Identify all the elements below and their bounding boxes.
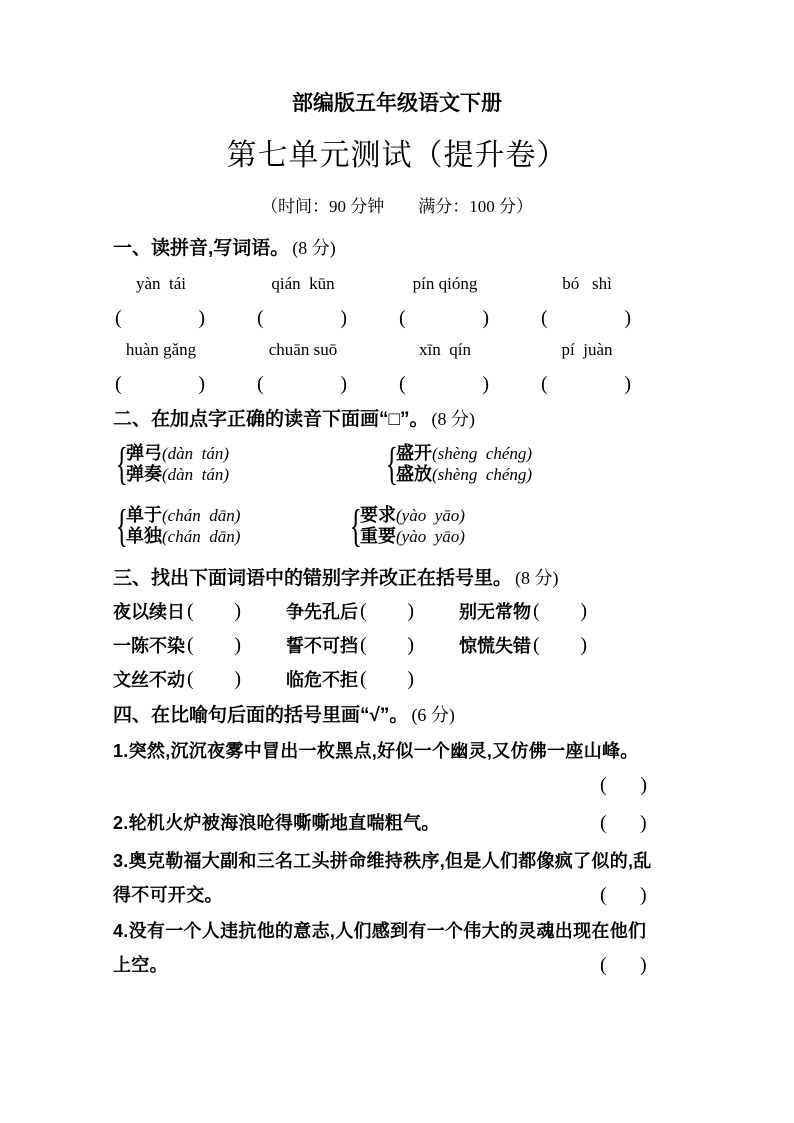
- paren-open: (: [541, 373, 548, 395]
- paren-close: ): [482, 373, 489, 395]
- answer-blank: [541, 372, 631, 396]
- section-three-heading: [113, 567, 681, 590]
- word-correction-row: [113, 600, 681, 622]
- answer-blank: [187, 668, 241, 690]
- pronunciation-pair-row-2: [113, 500, 681, 551]
- sentence-item-3: [113, 849, 681, 873]
- pinyin-cell: [255, 274, 397, 294]
- answer-blank: [187, 600, 241, 622]
- pinyin-text: bó shì: [562, 274, 612, 293]
- pronunciation-line: [126, 464, 229, 485]
- word: 一陈不染: [113, 636, 185, 656]
- word-correction-item: [113, 598, 286, 624]
- word-correction-row: [113, 668, 681, 690]
- sentence-text: 得不可开交。: [113, 885, 223, 905]
- answer-blank: [600, 811, 647, 835]
- pronunciation-line: [126, 505, 240, 526]
- pronunciation-group: [113, 438, 383, 489]
- word-correction-item: [459, 632, 632, 658]
- word-correction-item: [113, 632, 286, 658]
- pinyin-cell: [539, 340, 681, 360]
- pronunciation-group-lines: [396, 443, 532, 485]
- section-four-title: 四、在比喻句后面的括号里画“√”。: [113, 705, 409, 726]
- word: 文丝不动: [113, 670, 185, 690]
- pronunciation-pair-row-1: [113, 438, 681, 489]
- answer-blank: [600, 953, 647, 977]
- pinyin-text: chuān suō: [268, 340, 338, 359]
- pronunciation-line: [126, 443, 229, 464]
- paren-open: (: [360, 600, 367, 622]
- pinyin-options: (shèng chéng): [432, 465, 533, 484]
- answer-blank: [115, 372, 205, 396]
- paren-close: ): [234, 634, 241, 656]
- answer-blank: [533, 600, 587, 622]
- pinyin-cell: [397, 340, 539, 360]
- section-one-heading: [113, 237, 681, 260]
- pinyin-cell: [539, 274, 681, 294]
- paren-close: ): [407, 668, 414, 690]
- answer-blank: [541, 306, 631, 330]
- pinyin-text: yàn tái: [135, 274, 187, 293]
- pinyin-row-1: [113, 274, 681, 294]
- pinyin-options: (shèng chéng): [432, 444, 533, 463]
- section-three-score: (8 分): [515, 568, 559, 588]
- pronunciation-group: [383, 438, 533, 489]
- pronunciation-line: [360, 505, 465, 526]
- word: 弹奏: [126, 464, 162, 484]
- paren-open: (: [541, 307, 548, 329]
- exam-title: 第七单元测试（提升卷）: [226, 139, 568, 172]
- paren-open: (: [533, 600, 540, 622]
- section-three-title: 三、找出下面词语中的错别字并改正在括号里。: [113, 568, 513, 589]
- sentence-text: 3.奥克勒福大副和三名工头拼命维持秩序,但是人们都像疯了似的,乱: [113, 851, 652, 871]
- paren-close: ): [640, 812, 647, 834]
- pronunciation-group-lines: [126, 505, 240, 547]
- answer-blank-row-1: [113, 306, 681, 330]
- paren-open: (: [600, 774, 607, 796]
- word-correction-item: [286, 598, 459, 624]
- word: 惊慌失错: [459, 636, 531, 656]
- word: 临危不拒: [286, 670, 358, 690]
- paren-open: (: [399, 307, 406, 329]
- paren-close: ): [640, 884, 647, 906]
- paren-close: ): [407, 600, 414, 622]
- word-correction-row: [113, 634, 681, 656]
- pinyin-cell: [113, 340, 255, 360]
- paren-close: ): [198, 307, 205, 329]
- paren-open: (: [187, 634, 194, 656]
- answer-blank-cell: [397, 372, 539, 396]
- paren-open: (: [600, 954, 607, 976]
- pinyin-options: (dàn tán): [162, 465, 230, 484]
- brace: {: [115, 438, 128, 489]
- answer-blank: [115, 306, 205, 330]
- answer-blank-cell: [255, 372, 397, 396]
- paren-close: ): [624, 373, 631, 395]
- word: 别无常物: [459, 602, 531, 622]
- answer-blank: [257, 372, 347, 396]
- answer-blank: [187, 634, 241, 656]
- paren-open: (: [257, 373, 264, 395]
- answer-blank: [399, 372, 489, 396]
- pronunciation-group: [347, 500, 465, 551]
- sentence-text: 上空。: [113, 955, 168, 975]
- sentence-item-2: [113, 811, 681, 835]
- answer-blank-cell: [113, 306, 255, 330]
- paren-open: (: [360, 634, 367, 656]
- pinyin-text: pí juàn: [561, 340, 613, 359]
- paren-close: ): [580, 634, 587, 656]
- word: 盛开: [396, 443, 432, 463]
- word: 夜以续日: [113, 602, 185, 622]
- answer-blank: [360, 634, 414, 656]
- answer-blank: [257, 306, 347, 330]
- paren-close: ): [234, 600, 241, 622]
- pronunciation-group-lines: [126, 443, 229, 485]
- section-two-score: (8 分): [431, 409, 475, 429]
- answer-blank: [600, 883, 647, 907]
- pronunciation-group: [113, 500, 347, 551]
- paren-open: (: [360, 668, 367, 690]
- word: 争先孔后: [286, 602, 358, 622]
- paren-close: ): [640, 954, 647, 976]
- pronunciation-line: [396, 464, 532, 485]
- paren-open: (: [399, 373, 406, 395]
- paren-close: ): [198, 373, 205, 395]
- answer-blank-cell: [113, 372, 255, 396]
- word-correction-item: [113, 666, 286, 692]
- pronunciation-line: [126, 526, 240, 547]
- pinyin-text: pín qióng: [412, 274, 478, 293]
- answer-blank: [360, 668, 414, 690]
- word: 重要: [360, 526, 396, 546]
- answer-blank-cell: [255, 306, 397, 330]
- section-two-heading: [113, 408, 681, 431]
- answer-blank: [533, 634, 587, 656]
- word-correction-item: [459, 598, 632, 624]
- answer-blank-row-2: [113, 372, 681, 396]
- sentence-text: 1.突然,沉沉夜雾中冒出一枚黑点,好似一个幽灵,又仿佛一座山峰。: [113, 741, 639, 761]
- section-one-score: (8 分): [292, 238, 336, 258]
- answer-blank-cell: [397, 306, 539, 330]
- answer-blank: [399, 306, 489, 330]
- pinyin-cell: [113, 274, 255, 294]
- pinyin-options: (chán dān): [162, 506, 241, 525]
- paren-close: ): [407, 634, 414, 656]
- paren-close: ): [340, 373, 347, 395]
- section-two-title: 二、在加点字正确的读音下面画“□”。: [113, 409, 429, 430]
- word-correction-item: [286, 632, 459, 658]
- pinyin-row-2: [113, 340, 681, 360]
- word: 单独: [126, 526, 162, 546]
- paren-close: ): [624, 307, 631, 329]
- paren-open: (: [115, 373, 122, 395]
- pinyin-text: huàn gǎng: [125, 340, 197, 359]
- paren-close: ): [640, 774, 647, 796]
- sentence-text: 4.没有一个人违抗他的意志,人们感到有一个伟大的灵魂出现在他们: [113, 921, 647, 941]
- paren-close: ): [482, 307, 489, 329]
- paren-open: (: [187, 600, 194, 622]
- sentence-item-4-continued: [113, 953, 681, 977]
- paren-open: (: [533, 634, 540, 656]
- pinyin-options: (dàn tán): [162, 444, 230, 463]
- pronunciation-line: [360, 526, 465, 547]
- answer-blank: [360, 600, 414, 622]
- sentence-item-3-continued: [113, 883, 681, 907]
- pronunciation-group-lines: [360, 505, 465, 547]
- word: 弹弓: [126, 443, 162, 463]
- exam-meta: （时间：90 分钟 满分：100 分）: [261, 197, 533, 216]
- word: 单于: [126, 505, 162, 525]
- sentence-item-4: [113, 919, 681, 943]
- pinyin-text: xīn qín: [419, 340, 471, 359]
- pinyin-cell: [255, 340, 397, 360]
- section-four-heading: [113, 704, 681, 727]
- answer-blank-cell: [539, 306, 681, 330]
- paren-open: (: [257, 307, 264, 329]
- answer-blank: [600, 773, 647, 797]
- pronunciation-line: [396, 443, 532, 464]
- paren-close: ): [340, 307, 347, 329]
- paren-open: (: [115, 307, 122, 329]
- section-four-score: (6 分): [411, 705, 455, 725]
- word: 要求: [360, 505, 396, 525]
- paren-open: (: [600, 812, 607, 834]
- brace: {: [385, 438, 398, 489]
- sentence-1-answer-line: [113, 773, 681, 797]
- word-correction-item: [286, 666, 459, 692]
- brace: {: [349, 500, 362, 551]
- paren-close: ): [234, 668, 241, 690]
- brace: {: [115, 500, 128, 551]
- pinyin-text: qián kūn: [271, 274, 335, 293]
- pinyin-options: (yào yāo): [396, 527, 465, 546]
- pinyin-options: (yào yāo): [396, 506, 465, 525]
- paren-open: (: [187, 668, 194, 690]
- pinyin-cell: [397, 274, 539, 294]
- paren-close: ): [580, 600, 587, 622]
- paren-open: (: [600, 884, 607, 906]
- answer-blank-cell: [539, 372, 681, 396]
- section-one-title: 一、读拼音,写词语。: [113, 238, 290, 259]
- word: 誓不可挡: [286, 636, 358, 656]
- word: 盛放: [396, 464, 432, 484]
- sentence-text: 2.轮机火炉被海浪呛得嘶嘶地直喘粗气。: [113, 813, 440, 833]
- sentence-item-1: [113, 739, 681, 763]
- series-title: 部编版五年级语文下册: [292, 92, 502, 115]
- pinyin-options: (chán dān): [162, 527, 241, 546]
